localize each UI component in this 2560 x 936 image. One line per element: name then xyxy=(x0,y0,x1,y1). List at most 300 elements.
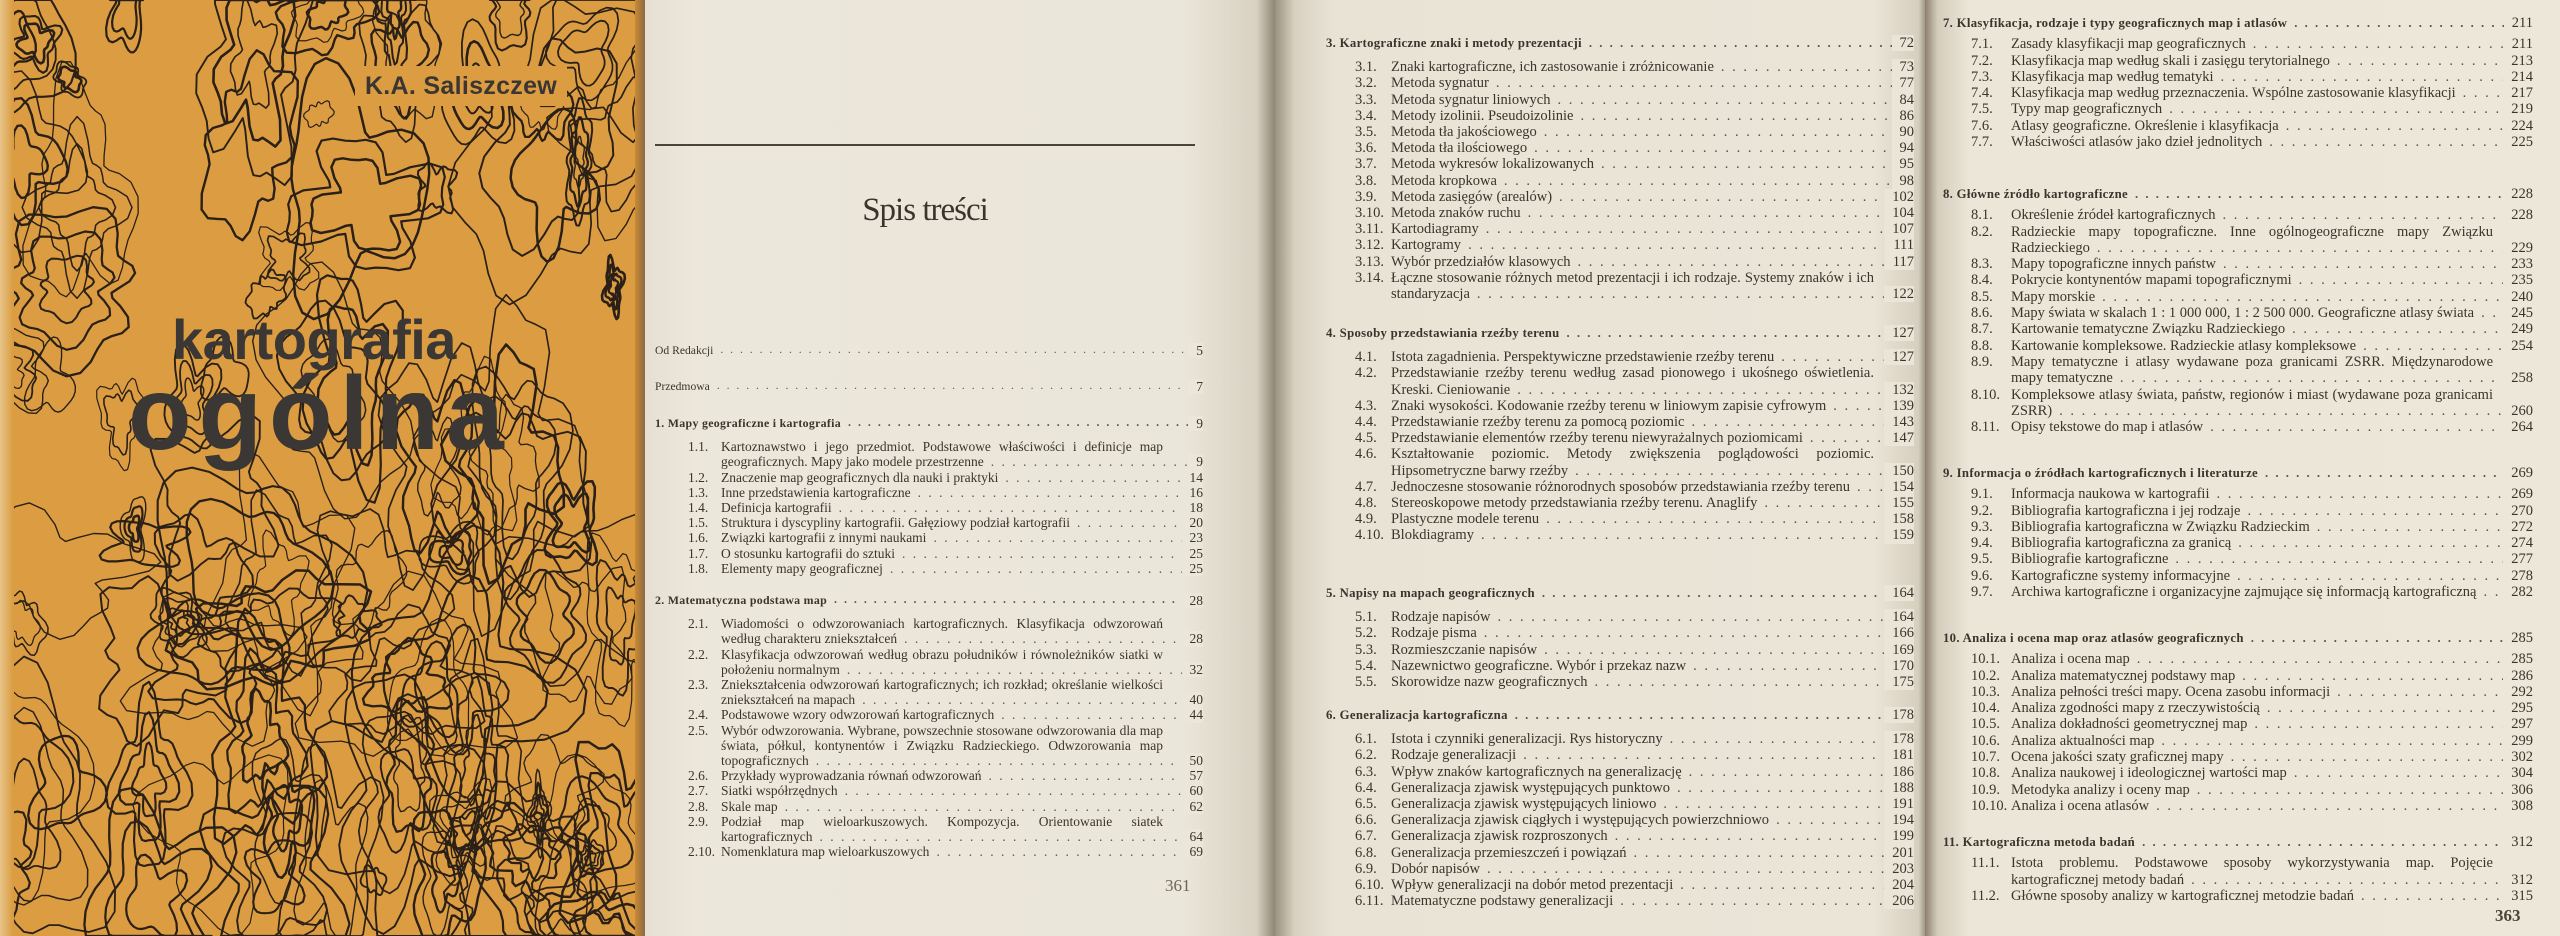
chapter-title xyxy=(1326,36,1582,50)
subentry-text: Typy map geograficznych . . . xyxy=(2011,101,2162,117)
toc-subentry[interactable] xyxy=(1355,237,1914,253)
subentry-number: 2.3. xyxy=(688,677,709,693)
contour-line xyxy=(308,509,455,681)
subentry-text: Metoda zasięgów (arealów) . . . xyxy=(1391,189,1552,205)
chapter-number: 1. xyxy=(655,416,665,430)
toc-subentry[interactable] xyxy=(1971,53,2533,69)
chapter-title-text: Klasyfikacja, rodzaje i typy geograficznych map i atlasów xyxy=(1956,16,2288,30)
toc-section xyxy=(1326,35,1914,302)
subentry-number: 1.2. xyxy=(688,469,709,485)
chapter-title xyxy=(1943,16,2287,30)
toc-subentry[interactable] xyxy=(688,515,1203,530)
toc-subentry[interactable] xyxy=(1971,207,2533,223)
subentry-number: 10.1. xyxy=(1971,651,2000,668)
chapter-title-text: Mapy geograficzne i kartografia xyxy=(667,416,841,430)
toc-subentry[interactable] xyxy=(688,530,1203,545)
chapter-page-number: 28 xyxy=(1182,593,1204,608)
chapter-page-number: 285 xyxy=(2503,630,2533,646)
toc-section xyxy=(1943,186,2533,435)
toc-subentry[interactable] xyxy=(1971,733,2533,749)
subentry-number: 6.6. xyxy=(1355,812,1377,829)
subentry-text: Wpływ znaków kartograficznych na generalizację . . . xyxy=(1391,764,1682,780)
toc-subentry[interactable] xyxy=(1971,305,2533,321)
subentry-page-number: 127 xyxy=(1884,349,1914,365)
toc-chapter-entry[interactable] xyxy=(655,342,1203,358)
subentry-number: 1.1. xyxy=(688,439,709,455)
toc-subentry[interactable] xyxy=(1971,684,2533,700)
toc-section xyxy=(1326,707,1914,909)
subentry-number: 6.9. xyxy=(1355,860,1377,877)
toc-subentry[interactable] xyxy=(688,677,1203,707)
toc-subentry[interactable] xyxy=(1971,321,2533,337)
toc-section xyxy=(655,378,1203,402)
subentry-text: Matematyczne podstawy generalizacji . . . xyxy=(1391,893,1613,909)
toc-chapter-entry[interactable] xyxy=(1943,465,2533,481)
toc-subentry[interactable] xyxy=(1971,888,2533,904)
subentry-page-number: 95 xyxy=(1892,156,1915,172)
toc-subentry[interactable] xyxy=(1971,354,2533,387)
toc-subentry[interactable] xyxy=(1355,764,1914,780)
subentry-page-number: 270 xyxy=(2503,503,2533,519)
subentry-text: Zniekształcenia odwzorowań kartograficznych; ich rozkład; określanie wielkości zniekształceń na mapach . . . xyxy=(721,677,1163,707)
subentry-page-number: 254 xyxy=(2503,338,2533,354)
contour-line xyxy=(40,256,94,324)
toc-subentry[interactable] xyxy=(1355,511,1914,527)
chapter-page-number: 9 xyxy=(1188,416,1203,431)
cover-author: K.A. Saliszczew xyxy=(364,71,558,100)
subentry-text: Analiza matematycznej podstawy map . . . xyxy=(2011,668,2235,684)
subentry-page-number: 269 xyxy=(2503,486,2533,502)
toc-subentry[interactable] xyxy=(1971,256,2533,272)
subentry-number: 2.7. xyxy=(688,783,709,799)
toc-subentry[interactable] xyxy=(1971,584,2533,600)
subentry-page-number: 166 xyxy=(1884,625,1914,641)
toc-subentry[interactable] xyxy=(688,485,1203,500)
subentry-number: 3.3. xyxy=(1355,91,1377,108)
subentry-page-number: 170 xyxy=(1884,658,1914,674)
subentry-page-number: 159 xyxy=(1884,527,1914,543)
subentry-page-number: 169 xyxy=(1884,642,1914,658)
toc-subentry[interactable] xyxy=(1355,349,1914,365)
cover-spine-shadow xyxy=(635,0,645,936)
toc-subentry[interactable] xyxy=(1971,716,2533,732)
page-number: 363 xyxy=(2495,906,2521,925)
subentry-page-number: 28 xyxy=(1182,631,1204,646)
toc-subentry[interactable] xyxy=(688,723,1203,769)
subentry-page-number: 50 xyxy=(1182,753,1204,768)
toc-subentry[interactable] xyxy=(1971,798,2533,814)
chapter-title-text: Napisy na mapach geograficznych xyxy=(1339,586,1535,600)
subentry-page-number: 204 xyxy=(1884,877,1914,893)
subentry-text: Nazewnictwo geograficzne. Wybór i przekaz nazw . . . xyxy=(1391,658,1686,674)
subentry-text: Struktura i dyscypliny kartografii. Gałęziowy podział kartografii . . . xyxy=(721,515,1070,530)
toc-subentry[interactable] xyxy=(1971,765,2533,781)
toc-subentry[interactable] xyxy=(1355,812,1914,828)
toc-subentry[interactable] xyxy=(1355,59,1914,75)
subentry-number: 2.5. xyxy=(688,722,709,738)
chapter-number: 3. xyxy=(1326,36,1337,50)
toc-subentry[interactable] xyxy=(1355,828,1914,844)
toc-chapter-entry[interactable] xyxy=(1943,630,2533,646)
subentry-page-number: 44 xyxy=(1182,707,1204,722)
toc-subentry[interactable] xyxy=(688,616,1203,646)
toc-subentry[interactable] xyxy=(1355,642,1914,658)
toc-subentry[interactable] xyxy=(1971,419,2533,435)
subentry-number: 4.7. xyxy=(1355,478,1377,495)
toc-subentry[interactable] xyxy=(1971,272,2533,288)
subentry-text: Rodzaje generalizacji . . . xyxy=(1391,747,1516,763)
subentry-page-number: 147 xyxy=(1884,430,1914,446)
subentry-text: Blokdiagramy . . . xyxy=(1391,527,1474,543)
toc-subentry[interactable] xyxy=(1355,75,1914,91)
subentry-number: 10.10. xyxy=(1971,797,2008,814)
toc-subentry[interactable] xyxy=(1355,495,1914,511)
toc-subentry[interactable] xyxy=(1971,568,2533,584)
toc-subentry[interactable] xyxy=(1355,205,1914,221)
subentry-number: 3.1. xyxy=(1355,59,1377,76)
subentry-number: 9.2. xyxy=(1971,502,1993,519)
toc-subentry[interactable] xyxy=(1355,877,1914,893)
chapter-number: 7. xyxy=(1943,16,1954,30)
toc-subentry[interactable] xyxy=(1355,609,1914,625)
subentry-page-number: 23 xyxy=(1182,530,1204,545)
subentry-text: Skale map . . . xyxy=(721,799,778,814)
subentry-text: Kartowanie kompleksowe. Radzieckie atlasy kompleksowe . . . xyxy=(2011,338,2356,354)
toc-subentry[interactable] xyxy=(1355,796,1914,812)
subentry-page-number: 84 xyxy=(1892,92,1915,108)
subentry-number: 6.8. xyxy=(1355,844,1377,861)
toc-subentry[interactable] xyxy=(1355,365,1914,397)
subentry-text: Analiza i ocena atlasów . . . xyxy=(2011,798,2149,814)
subentry-page-number: 14 xyxy=(1182,470,1204,485)
toc-page-362 xyxy=(1275,0,1925,936)
subentry-page-number: 308 xyxy=(2503,798,2533,814)
subentry-text: Znaki kartograficzne, ich zastosowanie i zróżnicowanie . . . xyxy=(1391,59,1714,75)
toc-subentry[interactable] xyxy=(1355,173,1914,189)
subentry-number: 2.10. xyxy=(688,844,715,860)
toc-chapter-entry[interactable] xyxy=(1326,585,1914,601)
toc-subentry[interactable] xyxy=(1971,101,2533,117)
subentry-number: 9.4. xyxy=(1971,535,1993,552)
subentry-text: Zasady klasyfikacji map geograficznych . . . xyxy=(2011,36,2246,52)
subentry-number: 4.3. xyxy=(1355,397,1377,414)
toc-subentry[interactable] xyxy=(1355,861,1914,877)
contour-line xyxy=(0,207,135,376)
subentry-text: Właściwości atlasów jako dzieł jednolitych . . . xyxy=(2011,134,2262,150)
toc-subentry[interactable] xyxy=(688,768,1203,783)
toc-subentry[interactable] xyxy=(1355,221,1914,237)
toc-chapter-entry[interactable] xyxy=(1943,186,2533,202)
subentry-page-number: 181 xyxy=(1884,747,1914,763)
chapter-title-text: Kartograficzna metoda badań xyxy=(1962,835,2136,849)
subentry-number: 6.11. xyxy=(1355,893,1384,910)
subentry-number: 10.4. xyxy=(1971,700,2000,717)
toc-subentry[interactable] xyxy=(1355,780,1914,796)
toc-subentry[interactable] xyxy=(1971,651,2533,667)
toc-subentry[interactable] xyxy=(1971,69,2533,85)
subentry-text: Podstawowe wzory odwzorowań kartograficznych . . . xyxy=(721,707,994,722)
toc-chapter-entry[interactable] xyxy=(655,415,1203,431)
toc-subentry[interactable] xyxy=(1971,36,2533,52)
contour-line xyxy=(496,0,525,38)
contour-line xyxy=(606,587,636,665)
subentry-text: Elementy mapy geograficznej . . . xyxy=(721,561,883,576)
toc-subentry[interactable] xyxy=(688,814,1203,844)
toc-subentry[interactable] xyxy=(688,783,1203,798)
subentry-page-number: 211 xyxy=(2504,36,2533,52)
toc-chapter-entry[interactable] xyxy=(1943,15,2533,31)
toc-subentry[interactable] xyxy=(1971,338,2533,354)
chapter-title-text: Matematyczna podstawa map xyxy=(667,593,828,607)
toc-subentry[interactable] xyxy=(1971,224,2533,257)
chapter-page-number: 164 xyxy=(1884,585,1914,601)
subentry-page-number: 139 xyxy=(1884,398,1914,414)
toc-subentry[interactable] xyxy=(1355,527,1914,543)
toc-section xyxy=(1943,15,2533,150)
subentry-text: Stereoskopowe metody przedstawiania rzeźby terenu. Anaglify . . . xyxy=(1391,495,1757,511)
chapter-page-number: 7 xyxy=(1188,379,1203,394)
contour-line xyxy=(202,50,298,240)
subentry-text: Generalizacja zjawisk występujących punktowo . . . xyxy=(1391,780,1670,796)
subentry-number: 8.6. xyxy=(1971,305,1993,322)
subentry-text: Metodyka analizy i oceny map . . . xyxy=(2011,782,2190,798)
toc-subentry[interactable] xyxy=(1355,92,1914,108)
subentry-number: 6.7. xyxy=(1355,828,1377,845)
subentry-text: Mapy topograficzne innych państw . . . xyxy=(2011,256,2216,272)
subentry-text: Radzieckie mapy topograficzne. Inne ogólnogeograficzne mapy Związku Radzieckiego . . . xyxy=(2011,224,2493,256)
subentry-page-number: 18 xyxy=(1182,500,1204,515)
toc-subentry[interactable] xyxy=(1971,289,2533,305)
subentry-text: Kształtowanie poziomic. Metody zwiększenia poglądowości poziomic. Hipsometryczne barwy rzeźby . . . xyxy=(1391,446,1874,478)
subentry-text: Kartogramy . . . xyxy=(1391,237,1461,253)
subentry-text: Metoda sygnatur . . . xyxy=(1391,75,1489,91)
subentry-text: Klasyfikacja map według tematyki . . . xyxy=(2011,69,2214,85)
toc-subentry[interactable] xyxy=(688,844,1203,859)
contour-line xyxy=(112,0,138,39)
chapter-title xyxy=(655,380,710,393)
toc-subentry[interactable] xyxy=(1971,855,2533,888)
toc-subentry[interactable] xyxy=(1355,658,1914,674)
toc-subentry[interactable] xyxy=(688,470,1203,485)
toc-subentry[interactable] xyxy=(1355,625,1914,641)
subentry-text: Analiza pełności treści mapy. Ocena zasobu informacji . . . xyxy=(2011,684,2330,700)
subentry-page-number: 25 xyxy=(1182,561,1204,576)
toc-subentry[interactable] xyxy=(688,500,1203,515)
toc-section xyxy=(1943,465,2533,600)
subentry-text: Skorowidze nazw geograficznych . . . xyxy=(1391,674,1587,690)
toc-subentry[interactable] xyxy=(1355,845,1914,861)
toc-subentry[interactable] xyxy=(688,707,1203,722)
contour-line xyxy=(196,0,313,185)
subentry-number: 1.6. xyxy=(688,530,709,546)
subentry-text: Analiza dokładności geometrycznej map . . . xyxy=(2011,716,2247,732)
contour-line xyxy=(378,749,437,853)
subentry-number: 2.2. xyxy=(688,646,709,662)
subentry-number: 3.2. xyxy=(1355,75,1377,92)
subentry-page-number: 277 xyxy=(2503,551,2533,567)
subentry-number: 3.9. xyxy=(1355,188,1377,205)
toc-subentry[interactable] xyxy=(688,439,1203,469)
subentry-text: Określenie źródeł kartograficznych . . . xyxy=(2011,207,2216,223)
subentry-text: Metoda kropkowa . . . xyxy=(1391,173,1497,189)
subentry-page-number: 73 xyxy=(1892,59,1915,75)
subentry-text: Pokrycie kontynentów mapami topograficznymi . . . xyxy=(2011,272,2292,288)
toc-subentry[interactable] xyxy=(1355,731,1914,747)
subentry-text: Klasyfikacja map według przeznaczenia. Wspólne zastosowanie klasyfikacji . . . xyxy=(2011,85,2456,101)
contour-line xyxy=(310,158,421,250)
subentry-number: 6.10. xyxy=(1355,877,1384,894)
subentry-number: 8.4. xyxy=(1971,272,1993,289)
toc-subentry[interactable] xyxy=(1355,156,1914,172)
toc-subentry[interactable] xyxy=(1971,519,2533,535)
subentry-page-number: 64 xyxy=(1182,829,1204,844)
toc-subentry[interactable] xyxy=(688,546,1203,561)
toc-chapter-entry[interactable] xyxy=(1326,35,1914,51)
chapter-title-text: Kartograficzne znaki i metody prezentacji xyxy=(1339,36,1582,50)
chapter-number: 5. xyxy=(1326,586,1337,600)
contour-line xyxy=(25,337,76,412)
chapter-page-number: 72 xyxy=(1892,35,1915,51)
subentry-text: Związki kartografii z innymi naukami . . . xyxy=(721,530,926,545)
subentry-text: Analiza naukowej i ideologicznej wartości map . . . xyxy=(2011,765,2287,781)
toc-subentry[interactable] xyxy=(1355,893,1914,909)
subentry-number: 6.2. xyxy=(1355,747,1377,764)
chapter-number: 2. xyxy=(655,593,665,607)
toc-subentry[interactable] xyxy=(688,561,1203,576)
toc-subentry[interactable] xyxy=(1355,254,1914,270)
subentry-page-number: 306 xyxy=(2503,782,2533,798)
chapter-number: 9. xyxy=(1943,466,1954,480)
toc-subentry[interactable] xyxy=(1355,414,1914,430)
subentry-text: Bibliografia kartograficzna i jej rodzaje . . . xyxy=(2011,503,2240,519)
toc-subentry[interactable] xyxy=(1971,700,2533,716)
subentry-page-number: 274 xyxy=(2503,535,2533,551)
toc-subentry[interactable] xyxy=(688,647,1203,677)
subentry-number: 11.1. xyxy=(1971,855,2000,872)
subentry-number: 8.9. xyxy=(1971,353,1993,370)
toc-subentry[interactable] xyxy=(1971,486,2533,502)
subentry-number: 7.2. xyxy=(1971,52,1993,69)
chapter-page-number: 127 xyxy=(1884,325,1914,341)
subentry-text: Bibliografia kartograficzna za granicą . . . xyxy=(2011,535,2231,551)
toc-subentry[interactable] xyxy=(1355,446,1914,478)
subentry-page-number: 302 xyxy=(2503,749,2533,765)
subentry-page-number: 16 xyxy=(1182,485,1204,500)
contour-line xyxy=(20,232,115,350)
toc-subentry[interactable] xyxy=(1971,535,2533,551)
toc-subentry[interactable] xyxy=(1971,118,2533,134)
subentry-text: Kartowanie tematyczne Związku Radzieckiego . . . xyxy=(2011,321,2285,337)
subentry-number: 3.5. xyxy=(1355,124,1377,141)
subentry-text: Przedstawianie rzeźby terenu według zasad pionowego i ukośnego oświetlenia. Kreski. Cieniowanie . . . xyxy=(1391,365,1874,397)
toc-chapter-entry[interactable] xyxy=(1943,834,2533,850)
subentry-page-number: 25 xyxy=(1182,546,1204,561)
subentry-number: 3.11. xyxy=(1355,221,1384,238)
subentry-number: 2.4. xyxy=(688,707,709,723)
toc-subentry[interactable] xyxy=(1971,749,2533,765)
toc-subentry[interactable] xyxy=(1355,270,1914,302)
toc-subentry[interactable] xyxy=(1355,430,1914,446)
chapter-number: 6. xyxy=(1326,708,1337,722)
subentry-number: 8.1. xyxy=(1971,207,1993,224)
toc-subentry[interactable] xyxy=(1971,503,2533,519)
toc-subentry[interactable] xyxy=(1971,551,2533,567)
toc-subentry[interactable] xyxy=(1355,479,1914,495)
toc-subentry[interactable] xyxy=(1971,782,2533,798)
toc-subentry[interactable] xyxy=(1355,398,1914,414)
subentry-text: Generalizacja zjawisk występujących liniowo . . . xyxy=(1391,796,1656,812)
subentry-page-number: 143 xyxy=(1884,414,1914,430)
subentry-text: Przedstawianie rzeźby terenu za pomocą poziomic . . . xyxy=(1391,414,1685,430)
subentry-number: 8.10. xyxy=(1971,386,2000,403)
subentry-page-number: 297 xyxy=(2503,716,2533,732)
subentry-number: 7.3. xyxy=(1971,68,1993,85)
subentry-number: 4.1. xyxy=(1355,349,1377,366)
toc-chapter-entry[interactable] xyxy=(655,592,1203,608)
subentry-page-number: 264 xyxy=(2503,419,2533,435)
toc-subentry[interactable] xyxy=(1971,387,2533,420)
chapter-page-number: 5 xyxy=(1188,343,1203,358)
toc-chapter-entry[interactable] xyxy=(1326,707,1914,723)
subentry-page-number: 217 xyxy=(2503,85,2533,101)
subentry-page-number: 57 xyxy=(1182,768,1204,783)
subentry-number: 9.7. xyxy=(1971,584,1993,601)
subentry-text: Kartodiagramy . . . xyxy=(1391,221,1479,237)
subentry-page-number: 32 xyxy=(1182,662,1204,677)
chapter-title xyxy=(1326,586,1535,600)
toc-subentry[interactable] xyxy=(1355,189,1914,205)
contour-line xyxy=(307,0,348,30)
subentry-number: 8.11. xyxy=(1971,419,2000,436)
subentry-page-number: 111 xyxy=(1885,237,1914,253)
subentry-text: Bibliografia kartograficzna w Związku Radzieckim . . . xyxy=(2011,519,2310,535)
subentry-text: Informacja naukowa w kartografii . . . xyxy=(2011,486,2209,502)
toc-subentry[interactable] xyxy=(1355,108,1914,124)
toc-subentry[interactable] xyxy=(1355,124,1914,140)
subentry-text: Ocena jakości szaty graficznej mapy . . . xyxy=(2011,749,2224,765)
subentry-number: 3.14. xyxy=(1355,269,1384,286)
subentry-text: Plastyczne modele terenu . . . xyxy=(1391,511,1539,527)
subentry-number: 2.1. xyxy=(688,616,709,632)
toc-subentry[interactable] xyxy=(1355,747,1914,763)
subentry-page-number: 9 xyxy=(1188,454,1203,469)
subentry-page-number: 224 xyxy=(2503,118,2533,134)
toc-subentry[interactable] xyxy=(1355,140,1914,156)
author-label-box xyxy=(355,66,567,106)
toc-chapter-entry[interactable] xyxy=(1326,325,1914,341)
contour-line xyxy=(543,567,632,705)
toc-section xyxy=(655,342,1203,366)
page-number: 361 xyxy=(1165,876,1191,895)
subentry-number: 7.4. xyxy=(1971,85,1993,102)
toc-chapter-entry[interactable] xyxy=(655,378,1203,394)
subentry-number: 7.1. xyxy=(1971,36,1993,53)
toc-subentry[interactable] xyxy=(1971,668,2533,684)
subentry-number: 10.5. xyxy=(1971,716,2000,733)
toc-section xyxy=(1943,630,2533,814)
toc-subentry[interactable] xyxy=(688,799,1203,814)
subentry-page-number: 315 xyxy=(2503,888,2533,904)
subentry-text: Metoda wykresów lokalizowanych . . . xyxy=(1391,156,1594,172)
subentry-page-number: 104 xyxy=(1884,205,1914,221)
toc-subentry[interactable] xyxy=(1971,134,2533,150)
subentry-number: 1.5. xyxy=(688,515,709,531)
toc-subentry[interactable] xyxy=(1355,674,1914,690)
toc-subentry[interactable] xyxy=(1971,85,2533,101)
chapter-title xyxy=(655,416,841,430)
subentry-text: Metoda tła jakościowego . . . xyxy=(1391,124,1537,140)
subentry-number: 8.3. xyxy=(1971,256,1993,273)
